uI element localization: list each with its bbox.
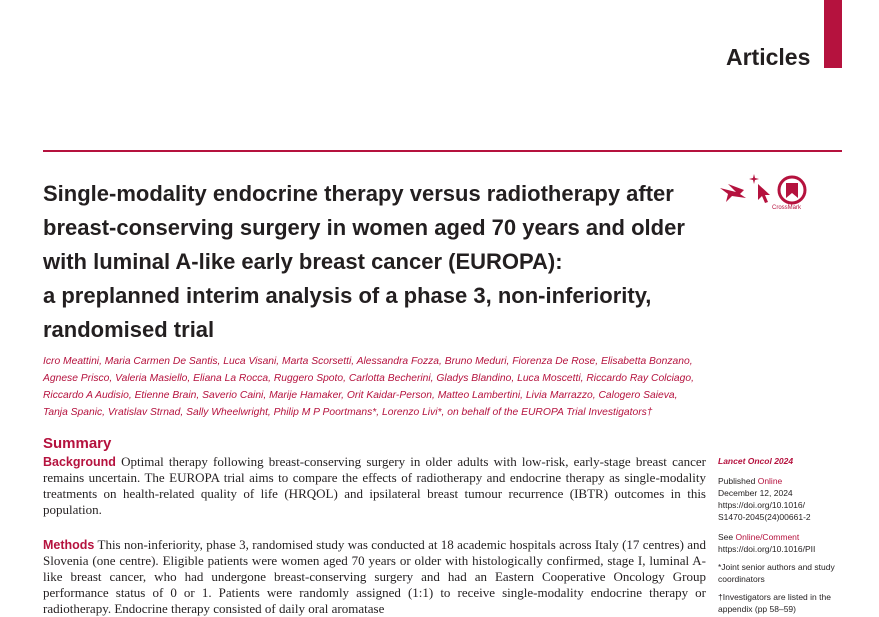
- title-line: Single-modality endocrine therapy versus radiotherapy after: [43, 181, 674, 206]
- background-text: Optimal therapy following breast-conserving surgery in older adults with low-risk, early-stage breast cancer remains uncertain. The EUROPA trial aims to compare the effects of radiotherapy and endocrine therapy as single-modality treatments on health-related quality of life (HRQOL) and ipsilateral breast tumour recurrence (IBTR) outcomes in this population.: [43, 454, 706, 517]
- joint-note-line: coordinators: [718, 574, 765, 584]
- comment-reference: [718, 531, 843, 555]
- author-line: Riccardo A Audisio, Etienne Brain, Saverio Caini, Marije Hamaker, Orit Kaidar-Person, Matteo Lambertini, Livia Marrazzo, Calogero Saieva,: [43, 390, 678, 401]
- author-line: Icro Meattini, Maria Carmen De Santis, Luca Visani, Marta Scorsetti, Alessandra Fozza, Bruno Meduri, Fiorenza De Rose, Elisabetta Bonzano,: [43, 356, 693, 367]
- publication-info: [718, 475, 843, 523]
- published-online-link[interactable]: Online: [757, 476, 783, 486]
- methods-paragraph: [43, 537, 706, 617]
- crossmark-label[interactable]: CrossMark: [772, 205, 802, 211]
- title-line: randomised trial: [43, 317, 215, 342]
- methods-label: Methods: [43, 538, 95, 552]
- journal-citation: Lancet Oncol 2024: [718, 456, 794, 466]
- joint-authors-note: [718, 561, 843, 585]
- online-comment-link[interactable]: Online/Comment: [735, 532, 800, 542]
- methods-text: This non-inferiority, phase 3, randomised study was conducted at 18 academic hospitals across Italy (17 centres) and Slovenia (one centre). Eligible patients were women aged 70 years or older with histologically confirmed, stage I, luminal A-like breast cancer, who had undergone breast-conserving surgery and had an Eastern Cooperative Oncology Group performance status of 0 or 1. Patients were randomly assigned (1:1) to receive single-modality endocrine therapy or radiotherapy. Endocrine therapy consisted of daily oral aromatase: [43, 537, 707, 616]
- author-list: [43, 353, 723, 421]
- section-label: Articles: [726, 44, 811, 70]
- publication-date: December 12, 2024: [718, 488, 793, 498]
- doi-link-continued[interactable]: S1470-2045(24)00661-2: [718, 512, 811, 522]
- title-line: with luminal A-like early breast cancer (EUROPA):: [43, 249, 563, 274]
- investigators-note-line: †Investigators are listed in the: [718, 592, 831, 602]
- investigators-note-line: appendix (pp 58–59): [718, 604, 796, 614]
- published-prefix: Published: [718, 476, 758, 486]
- comment-doi-link[interactable]: https://doi.org/10.1016/PII: [718, 544, 816, 554]
- header-rule: [43, 150, 842, 152]
- doi-link[interactable]: https://doi.org/10.1016/: [718, 500, 805, 510]
- crossmark-icon[interactable]: [779, 177, 805, 203]
- summary-heading: Summary: [43, 435, 112, 452]
- title-line: breast-conserving surgery in women aged 70 years and older: [43, 215, 685, 240]
- background-paragraph: [43, 454, 706, 518]
- see-prefix: See: [718, 532, 736, 542]
- title-line: a preplanned interim analysis of a phase 3, non-inferiority,: [43, 283, 652, 308]
- section-tab: [824, 0, 842, 68]
- author-line: Agnese Prisco, Valeria Masiello, Eliana La Rocca, Ruggero Spoto, Carlotta Becherini, Gladys Blandino, Luca Moscetti, Riccardo Ray Colciago,: [43, 373, 694, 384]
- joint-note-line: *Joint senior authors and study: [718, 562, 835, 572]
- author-line: Tanja Spanic, Vratislav Strnad, Sally Wheelwright, Philip M P Poortmans*, Lorenzo Livi*, on behalf of the EUROPA Trial Investigators†: [43, 407, 653, 418]
- article-title: [43, 177, 723, 347]
- investigators-note: [718, 591, 843, 615]
- bird-logo-icon: [720, 184, 746, 202]
- pointer-sparkle-icon[interactable]: [749, 174, 770, 203]
- background-label: Background: [43, 455, 116, 469]
